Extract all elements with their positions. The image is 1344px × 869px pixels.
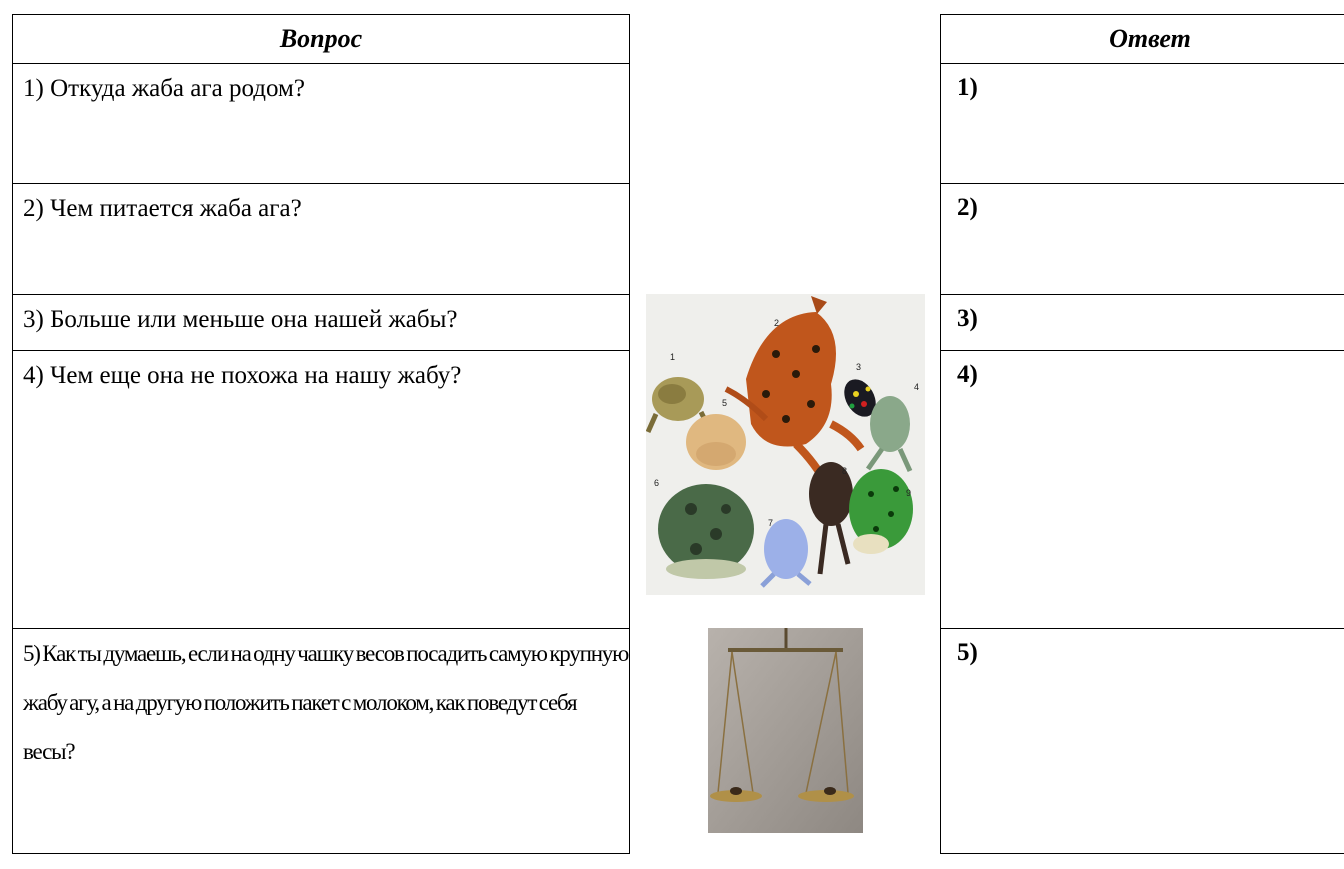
frogs-drawing [646,294,925,595]
frog-5 [686,414,746,470]
balance-scale-drawing [708,628,863,833]
answers-header: Ответ [941,15,1344,64]
question-1: 1) Откуда жаба ага родом? [13,64,629,184]
frog-number-9: 9 [906,488,912,498]
frogs-illustration [646,294,925,595]
answer-2[interactable]: 2) [941,184,1344,295]
frog-number-4: 4 [914,382,920,392]
frog-number-5: 5 [722,398,728,408]
questions-table [12,14,630,854]
balance-scale-photo [708,628,863,833]
answers-table [940,14,1344,854]
frog-number-6: 6 [654,478,660,488]
frog-number-3: 3 [856,362,862,372]
question-2: 2) Чем питается жаба ага? [13,184,629,295]
question-5: 5) Как ты думаешь, если на одну чашку весов посадить самую крупную жабу агу, а на другую положить пакет с молоком, как поведут себя весы? [23,641,629,764]
frog-number-7: 7 [768,518,774,528]
question-3: 3) Больше или меньше она нашей жабы? [13,295,629,351]
question-4: 4) Чем еще она не похожа на нашу жабу? [13,351,629,629]
frog-number-2: 2 [774,318,780,328]
frog-number-1: 1 [670,352,676,362]
frog-number-8: 8 [842,466,848,476]
answer-1[interactable]: 1) [941,64,1344,184]
questions-header: Вопрос [13,15,629,64]
answer-3[interactable]: 3) [941,295,1344,351]
frog-6 [658,484,754,579]
answer-5[interactable]: 5) [957,639,978,666]
answer-4[interactable]: 4) [941,351,1344,629]
